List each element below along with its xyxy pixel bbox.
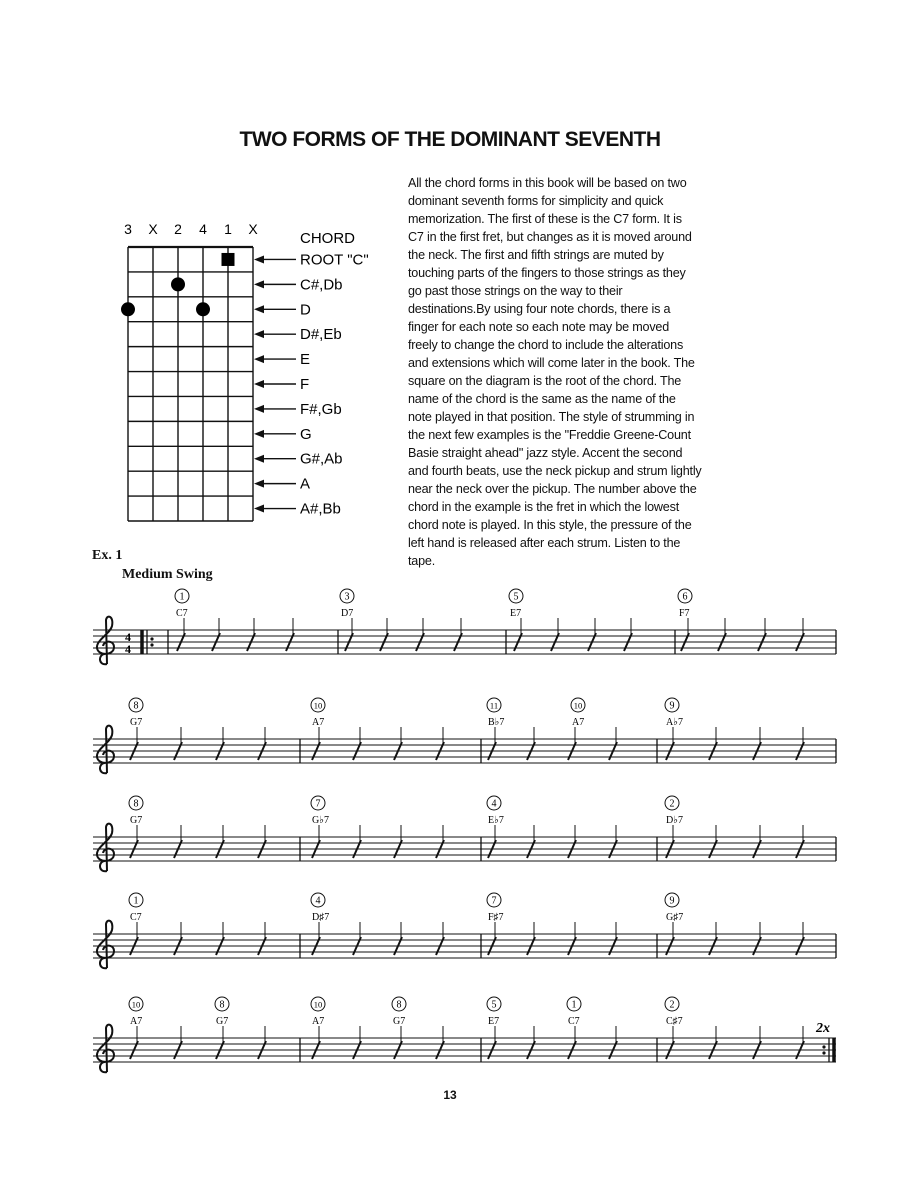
- paragraph-line: and fourth beats, use the neck pickup and strum lightly: [408, 464, 702, 478]
- chord-symbol: D7: [341, 608, 354, 619]
- chord-symbol: D♯7: [312, 912, 330, 923]
- chord-symbol: A7: [312, 1016, 325, 1027]
- chord-symbol: E7: [510, 608, 522, 619]
- string-marker: 3: [124, 221, 132, 237]
- paragraph-line: the neck. The first and fifth strings are muted by: [408, 248, 664, 262]
- chord-symbol: A7: [572, 717, 585, 728]
- paragraph-line: C7 in the first fret, but changes as it is moved around: [408, 230, 692, 244]
- note-label: E: [300, 351, 311, 369]
- fret-number: 8: [396, 999, 402, 1011]
- chord-symbol: C7: [130, 912, 142, 923]
- staff-system: [93, 997, 836, 1072]
- fret-number: 9: [669, 895, 675, 907]
- treble-clef-icon: [97, 921, 114, 969]
- paragraph-line: All the chord forms in this book will be based on two: [408, 176, 687, 190]
- time-signature-top: 4: [125, 630, 131, 644]
- paragraph-line: note played in that position. The style of strumming in: [408, 410, 695, 424]
- paragraph-line: left hand is released after each strum. Listen to the: [408, 536, 681, 550]
- chord-symbol: A♭7: [666, 717, 683, 728]
- example-label: Ex. 1: [92, 548, 123, 563]
- string-marker: 2: [174, 221, 182, 237]
- paragraph-line: touching parts of the fingers to those strings as they: [408, 266, 686, 280]
- treble-clef-icon: [97, 726, 114, 774]
- string-marker: X: [248, 221, 258, 237]
- chord-symbol: G7: [393, 1016, 406, 1027]
- tempo-marking: Medium Swing: [122, 567, 213, 582]
- paragraph-line: and extensions which will come later in the book. The: [408, 356, 695, 370]
- fret-number: 6: [682, 591, 688, 603]
- paragraph-line: memorization. The first of these is the C7 form. It is: [408, 212, 682, 226]
- chord-symbol: G♯7: [666, 912, 684, 923]
- chord-header: CHORD: [300, 230, 355, 247]
- chord-symbol: A7: [312, 717, 325, 728]
- repeat-dot: [150, 637, 153, 640]
- note-label: G: [300, 425, 312, 443]
- paragraph-line: chord note is played. In this style, the pressure of the: [408, 518, 692, 532]
- fret-number: 2: [669, 999, 675, 1011]
- paragraph-line: destinations.By using four note chords, there is a: [408, 302, 671, 316]
- chord-symbol: F7: [679, 608, 690, 619]
- fret-number: 2: [669, 798, 675, 810]
- time-signature-bottom: 4: [125, 642, 131, 656]
- page-number: 13: [443, 1088, 457, 1102]
- string-marker: X: [148, 221, 158, 237]
- note-label: G#,Ab: [300, 450, 343, 468]
- paragraph-line: Basie straight ahead" jazz style. Accent the second: [408, 446, 683, 460]
- treble-clef-icon: [97, 617, 114, 665]
- paragraph-line: name of the chord is the same as the name of the: [408, 392, 676, 406]
- repeat-dot: [822, 1045, 825, 1048]
- fret-number: 11: [489, 700, 499, 711]
- paragraph-line: freely to change the chord to include the alterations: [408, 338, 684, 352]
- fret-number: 10: [131, 999, 141, 1010]
- chord-symbol: G7: [130, 717, 143, 728]
- chord-symbol: E♭7: [488, 815, 504, 826]
- fret-number: 5: [491, 999, 497, 1011]
- note-label: A: [300, 475, 311, 493]
- staff-system: [93, 796, 836, 871]
- repeat-dot: [150, 643, 153, 646]
- fret-number: 4: [491, 798, 497, 810]
- note-label: ROOT "C": [300, 251, 369, 269]
- paragraph-line: the next few examples is the "Freddie Greene-Count: [408, 428, 691, 442]
- fret-number: 1: [179, 591, 185, 603]
- chord-symbol: D♭7: [666, 815, 683, 826]
- chord-symbol: E7: [488, 1016, 500, 1027]
- repeat-count: 2x: [816, 1021, 830, 1036]
- fret-number: 1: [133, 895, 139, 907]
- paragraph-line: chord in the example is the fret in which the lowest: [408, 500, 680, 514]
- note-label: C#,Db: [300, 276, 343, 294]
- chord-symbol: C7: [176, 608, 188, 619]
- chord-symbol: C♯7: [666, 1016, 683, 1027]
- fret-number: 3: [344, 591, 350, 603]
- note-label: A#,Bb: [300, 500, 341, 518]
- staff-system: [93, 698, 836, 773]
- paragraph-line: square on the diagram is the root of the chord. The: [408, 374, 682, 388]
- fret-number: 5: [513, 591, 519, 603]
- note-label: D#,Eb: [300, 326, 342, 344]
- treble-clef-icon: [97, 1025, 114, 1073]
- paragraph-line: tape.: [408, 554, 436, 568]
- chord-symbol: F♯7: [488, 912, 504, 923]
- fret-number: 10: [573, 700, 583, 711]
- fret-number: 8: [219, 999, 225, 1011]
- staff-system: [93, 893, 836, 968]
- fret-number: 9: [669, 700, 675, 712]
- note-label: F#,Gb: [300, 400, 342, 418]
- fret-number: 1: [571, 999, 577, 1011]
- treble-clef-icon: [97, 824, 114, 872]
- fret-number: 8: [133, 700, 139, 712]
- fret-number: 10: [313, 700, 323, 711]
- chord-symbol: G♭7: [312, 815, 329, 826]
- fret-number: 7: [491, 895, 497, 907]
- repeat-dot: [822, 1051, 825, 1054]
- chord-symbol: B♭7: [488, 717, 505, 728]
- paragraph-line: dominant seventh forms for simplicity and quick: [408, 194, 664, 208]
- fret-number: 7: [315, 798, 321, 810]
- fret-number: 8: [133, 798, 139, 810]
- paragraph-line: near the neck over the pickup. The number above the: [408, 482, 697, 496]
- chord-symbol: C7: [568, 1016, 580, 1027]
- chord-symbol: G7: [216, 1016, 229, 1027]
- chord-symbol: G7: [130, 815, 143, 826]
- fret-number: 4: [315, 895, 321, 907]
- page-title: TWO FORMS OF THE DOMINANT SEVENTH: [239, 128, 661, 151]
- string-marker: 1: [224, 221, 232, 237]
- fret-number: 10: [313, 999, 323, 1010]
- string-marker: 4: [199, 221, 207, 237]
- chord-symbol: A7: [130, 1016, 143, 1027]
- paragraph-line: go past those strings on the way to their: [408, 284, 623, 298]
- paragraph-line: finger for each note so each note may be moved: [408, 320, 670, 334]
- note-label: D: [300, 301, 311, 319]
- staff-system: [93, 589, 836, 664]
- note-label: F: [300, 376, 310, 393]
